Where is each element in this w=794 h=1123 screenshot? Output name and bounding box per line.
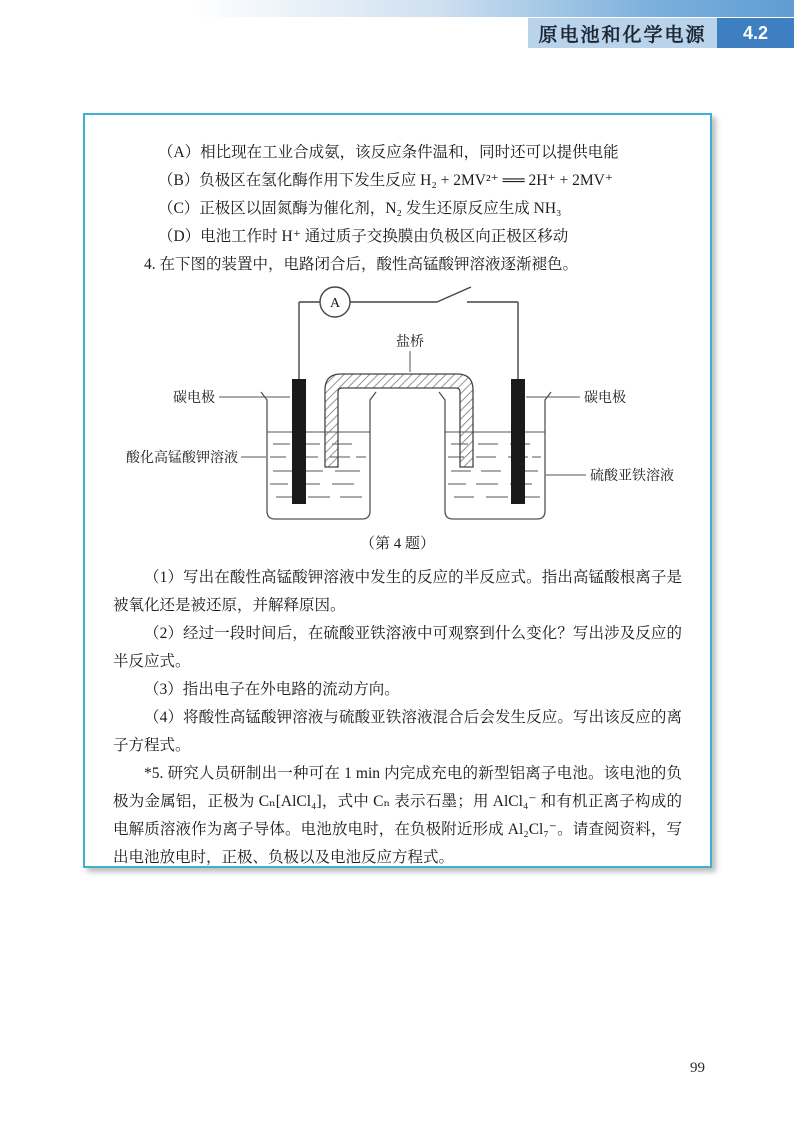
left-electrode-label: 碳电极 (173, 391, 215, 406)
galvanic-cell-diagram (120, 284, 680, 532)
label-pointer-lines (219, 351, 586, 475)
exercise-box (83, 113, 712, 868)
right-electrode-label: 碳电极 (584, 391, 626, 406)
question-5: *5. 研究人员研制出一种可在 1 min 内完成充电的新型铝离子电池。该电池的负极为金属铝，正极为 Cₙ[AlCl₄]，式中 Cₙ 表示石墨；用 AlCl₄⁻ 和有机正离子构成的电解质溶液作为离子导体。电池放电时，在负极附近形成 Al₂Cl₇⁻。请查阅资料，写出电池放电时，正极、负极以及电池反应方程式。 (113, 765, 682, 866)
subquestion-3: （3）指出电子在外电路的流动方向。 (144, 681, 400, 698)
subquestion-4: （4）将酸性高锰酸钾溶液与硫酸亚铁溶液混合后会发生反应。写出该反应的离子方程式。 (113, 709, 682, 754)
option-d: （D）电池工作时 H⁺ 通过质子交换膜由负极区向正极区移动 (157, 228, 569, 245)
option-c: （C）正极区以固氮酶为催化剂，N₂ 发生还原反应生成 NH₃ (157, 200, 562, 217)
section-title-text: 原电池和化学电源 (538, 24, 707, 46)
left-carbon-electrode (292, 379, 306, 504)
left-beaker (261, 392, 376, 519)
section-title (528, 18, 717, 48)
option-a: （A）相比现在工业合成氨，该反应条件温和，同时还可以提供电能 (157, 144, 619, 161)
left-solution-label: 酸化高锰酸钾溶液 (126, 451, 238, 466)
right-beaker (439, 392, 551, 519)
right-solution-label: 硫酸亚铁溶液 (590, 469, 674, 484)
diagram-caption: （第 4 题） (359, 536, 435, 552)
section-number-badge (717, 18, 794, 48)
salt-bridge-label: 盐桥 (396, 335, 424, 350)
section-number-text: 4.2 (742, 22, 769, 43)
right-carbon-electrode (511, 379, 525, 504)
page-number: 99 (690, 1060, 705, 1076)
top-gradient-bar (0, 0, 794, 17)
question4-intro: 4. 在下图的装置中，电路闭合后，酸性高锰酸钾溶液逐渐褪色。 (144, 256, 579, 273)
subquestion-1: （1）写出在酸性高锰酸钾溶液中发生的反应的半反应式。指出高锰酸根离子是被氧化还是被还原，并解释原因。 (113, 569, 682, 614)
salt-bridge (325, 374, 473, 467)
option-b: （B）负极区在氢化酶作用下发生反应 H₂ + 2MV²⁺ ══ 2H⁺ + 2MV⁺ (157, 172, 614, 189)
subquestion-2: （2）经过一段时间后，在硫酸亚铁溶液中可观察到什么变化？写出涉及反应的半反应式。 (113, 625, 682, 670)
ammeter-label: A (329, 296, 341, 311)
switch-icon (437, 287, 471, 302)
circuit-diagram (113, 284, 682, 532)
left-liquid-dashes (270, 444, 366, 497)
